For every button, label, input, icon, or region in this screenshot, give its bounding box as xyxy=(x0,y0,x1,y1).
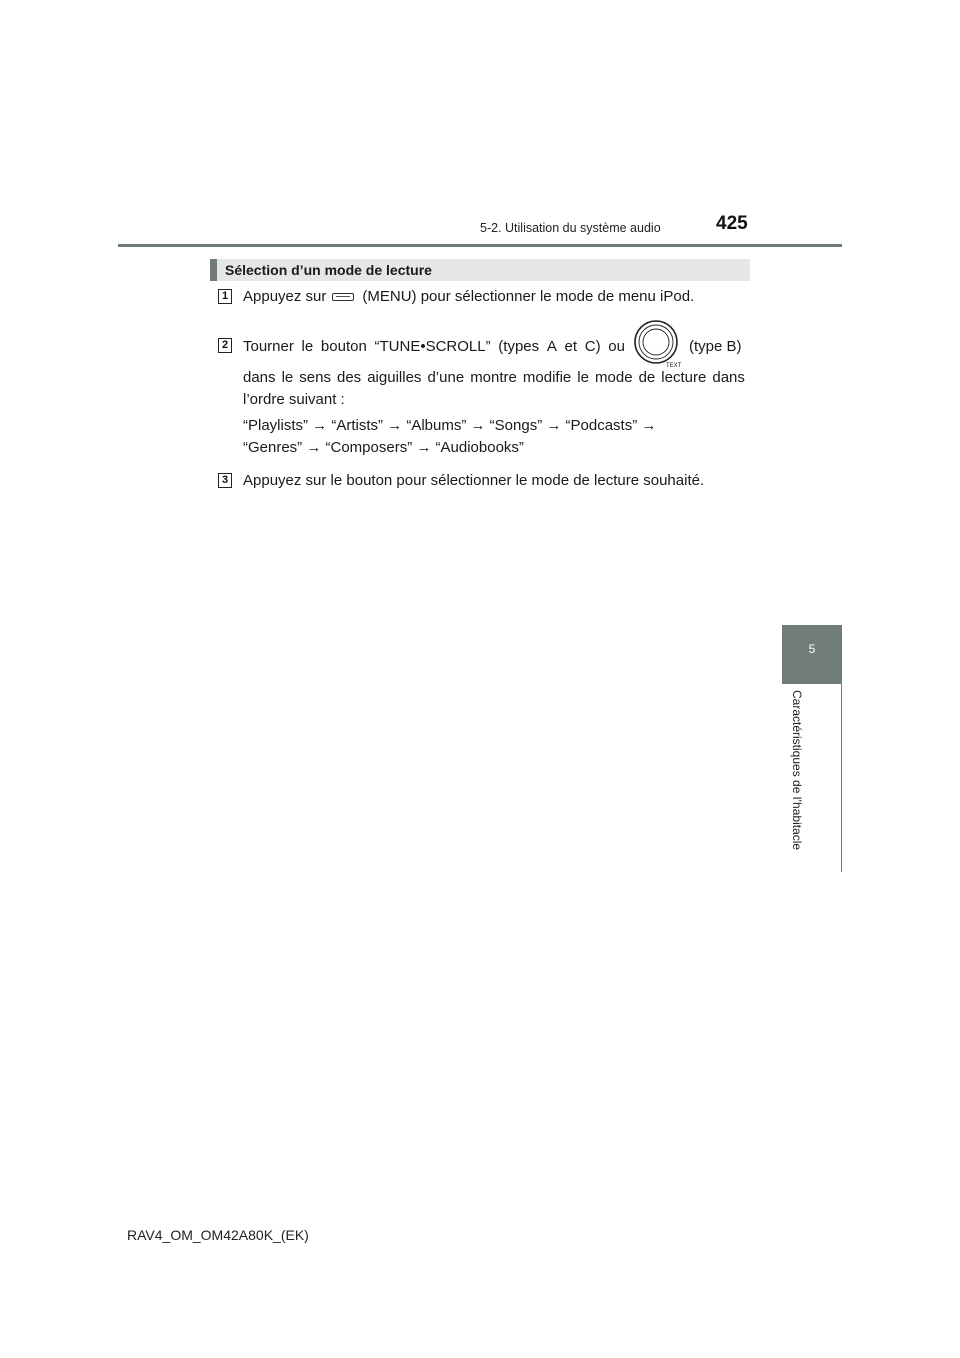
step-2-line-3: l’ordre suivant : xyxy=(243,391,345,408)
word: le xyxy=(577,369,589,386)
step-2-line-1-tail: (type B) xyxy=(689,338,742,355)
step-3-text: Appuyez sur le bouton pour sélectionner le mode de lecture souhaité. xyxy=(243,472,705,489)
word: et xyxy=(564,338,578,355)
word: mode xyxy=(595,369,633,386)
chapter-label: Caractéristiques de l’habitacle xyxy=(790,690,804,851)
step-2-sequence-line-2: “Genres” → “Composers” → “Audiobooks” xyxy=(243,439,524,456)
chapter-tab xyxy=(782,625,842,684)
step-1-number: 1 xyxy=(218,289,232,304)
knob-label: TEXT xyxy=(666,363,682,368)
step-2-line-1 xyxy=(243,338,625,355)
step-1-text-post: (MENU) pour sélectionner le mode de menu iPod. xyxy=(362,288,695,305)
step-3-number: 3 xyxy=(218,473,232,488)
word: le xyxy=(301,338,314,355)
menu-button-icon xyxy=(332,293,354,301)
chapter-tab-line xyxy=(841,684,842,872)
step-1-text-pre: Appuyez sur xyxy=(243,288,327,305)
tune-scroll-knob-icon xyxy=(632,318,684,368)
word: aiguilles xyxy=(367,369,422,386)
word: Tourner xyxy=(243,338,294,355)
header-rule xyxy=(118,244,842,247)
word: dans xyxy=(243,369,276,386)
word: (types xyxy=(498,338,540,355)
step-2-sequence-line-1: “Playlists” → “Artists” → “Albums” → “Songs” → “Podcasts” → xyxy=(243,417,657,434)
word: bouton xyxy=(320,338,367,355)
word: sens xyxy=(299,369,331,386)
footer-doc-code: RAV4_OM_OM42A80K_(EK) xyxy=(127,1227,309,1243)
word: lecture xyxy=(661,369,707,386)
section-header-accent xyxy=(210,259,217,281)
step-2-number: 2 xyxy=(218,338,232,353)
word: A xyxy=(546,338,557,355)
page-number: 425 xyxy=(716,213,748,234)
word: ou xyxy=(608,338,625,355)
header-section-title: 5-2. Utilisation du système audio xyxy=(480,221,661,235)
word: dans xyxy=(712,369,745,386)
word: le xyxy=(281,369,294,386)
word: des xyxy=(337,369,362,386)
word: “TUNE•SCROLL” xyxy=(374,338,491,355)
chapter-number: 5 xyxy=(808,642,816,656)
word: d’une xyxy=(427,369,465,386)
section-title: Sélection d’un mode de lecture xyxy=(225,262,432,278)
word: de xyxy=(638,369,656,386)
word: modifie xyxy=(522,369,572,386)
word: montre xyxy=(470,369,517,386)
section-header xyxy=(210,259,750,281)
step-2-line-2 xyxy=(243,369,745,386)
step-1-text xyxy=(243,288,694,305)
word: C) xyxy=(584,338,601,355)
